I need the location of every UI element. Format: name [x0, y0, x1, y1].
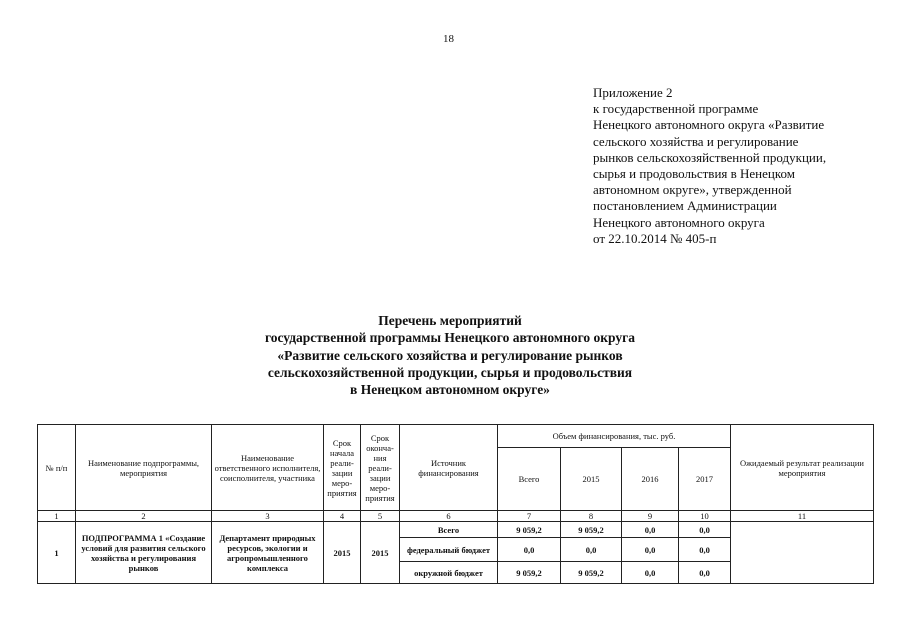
column-number: 9: [622, 511, 679, 522]
appendix-line: Приложение 2: [593, 85, 673, 100]
row-num: 1: [38, 522, 76, 584]
column-number: 4: [324, 511, 361, 522]
header-total: Всего: [498, 448, 561, 511]
header-source: Источник финансирования: [400, 425, 498, 511]
column-number: 11: [731, 511, 874, 522]
y2015-cell: 9 059,2: [561, 562, 622, 584]
measures-table: [37, 424, 874, 584]
appendix-line: Ненецкого автономного округа: [593, 214, 765, 230]
document-title: [150, 312, 750, 398]
appendix-line: сельского хозяйства и регулирование: [593, 133, 799, 149]
column-number: 10: [679, 511, 731, 522]
y2017-cell: 0,0: [679, 538, 731, 562]
header-2016: 2016: [622, 448, 679, 511]
appendix-line: к государственной программе: [593, 101, 759, 117]
title-line: Перечень мероприятий: [378, 313, 522, 328]
header-executor: Наименование ответственного исполнителя, соисполнителя, участника: [212, 425, 324, 511]
column-number: 6: [400, 511, 498, 522]
total-cell: 9 059,2: [498, 522, 561, 538]
appendix-line: Ненецкого автономного округа «Развитие: [593, 117, 825, 133]
title-line: сельскохозяйственной продукции, сырья и продовольствия: [267, 364, 633, 380]
source-cell: федеральный бюджет: [400, 538, 498, 562]
row-executor: Департамент природных ресурсов, экологии и агропромышленного комплекса: [212, 522, 324, 584]
header-2017: 2017: [679, 448, 731, 511]
row-start: 2015: [324, 522, 361, 584]
header-funding-group: Объем финансирования, тыс. руб.: [498, 425, 731, 448]
y2016-cell: 0,0: [622, 538, 679, 562]
row-name: ПОДПРОГРАММА 1 «Создание условий для развития сельского хозяйства и регулирования рынков: [76, 522, 212, 584]
source-cell: окружной бюджет: [400, 562, 498, 584]
total-cell: 9 059,2: [498, 562, 561, 584]
column-number: 7: [498, 511, 561, 522]
y2016-cell: 0,0: [622, 522, 679, 538]
title-line: в Ненецком автономном округе»: [350, 382, 550, 398]
header-2015: 2015: [561, 448, 622, 511]
title-line: «Развитие сельского хозяйства и регулирование рынков: [277, 347, 623, 363]
header-result: Ожидаемый результат реализации мероприятия: [731, 425, 874, 511]
column-number: 3: [212, 511, 324, 522]
page-number: 18: [443, 33, 454, 45]
total-cell: 0,0: [498, 538, 561, 562]
appendix-line: автономном округе», утвержденной: [593, 182, 792, 198]
appendix-line: сырья и продовольствия в Ненецком: [593, 166, 796, 182]
column-number: 5: [361, 511, 400, 522]
appendix-line: от 22.10.2014 № 405-п: [593, 230, 717, 246]
header-start: Срок начала реали-зации меро-приятия: [324, 425, 361, 511]
y2015-cell: 9 059,2: [561, 522, 622, 538]
y2015-cell: 0,0: [561, 538, 622, 562]
header-end: Срок оконча-ния реали-зации меро-приятия: [361, 425, 400, 511]
source-cell: Всего: [400, 522, 498, 538]
y2017-cell: 0,0: [679, 522, 731, 538]
column-number: 1: [38, 511, 76, 522]
appendix-line: постановлением Администрации: [593, 198, 777, 214]
title-line: государственной программы Ненецкого автономного округа: [264, 330, 636, 346]
row-result: [731, 522, 874, 584]
y2016-cell: 0,0: [622, 562, 679, 584]
appendix-line: рынков сельскохозяйственной продукции,: [593, 149, 827, 165]
header-name: Наименование подпрограммы, мероприятия: [76, 425, 212, 511]
header-num: № п/п: [38, 425, 76, 511]
appendix-note: [593, 85, 893, 247]
row-end: 2015: [361, 522, 400, 584]
y2017-cell: 0,0: [679, 562, 731, 584]
column-number: 2: [76, 511, 212, 522]
column-number: 8: [561, 511, 622, 522]
